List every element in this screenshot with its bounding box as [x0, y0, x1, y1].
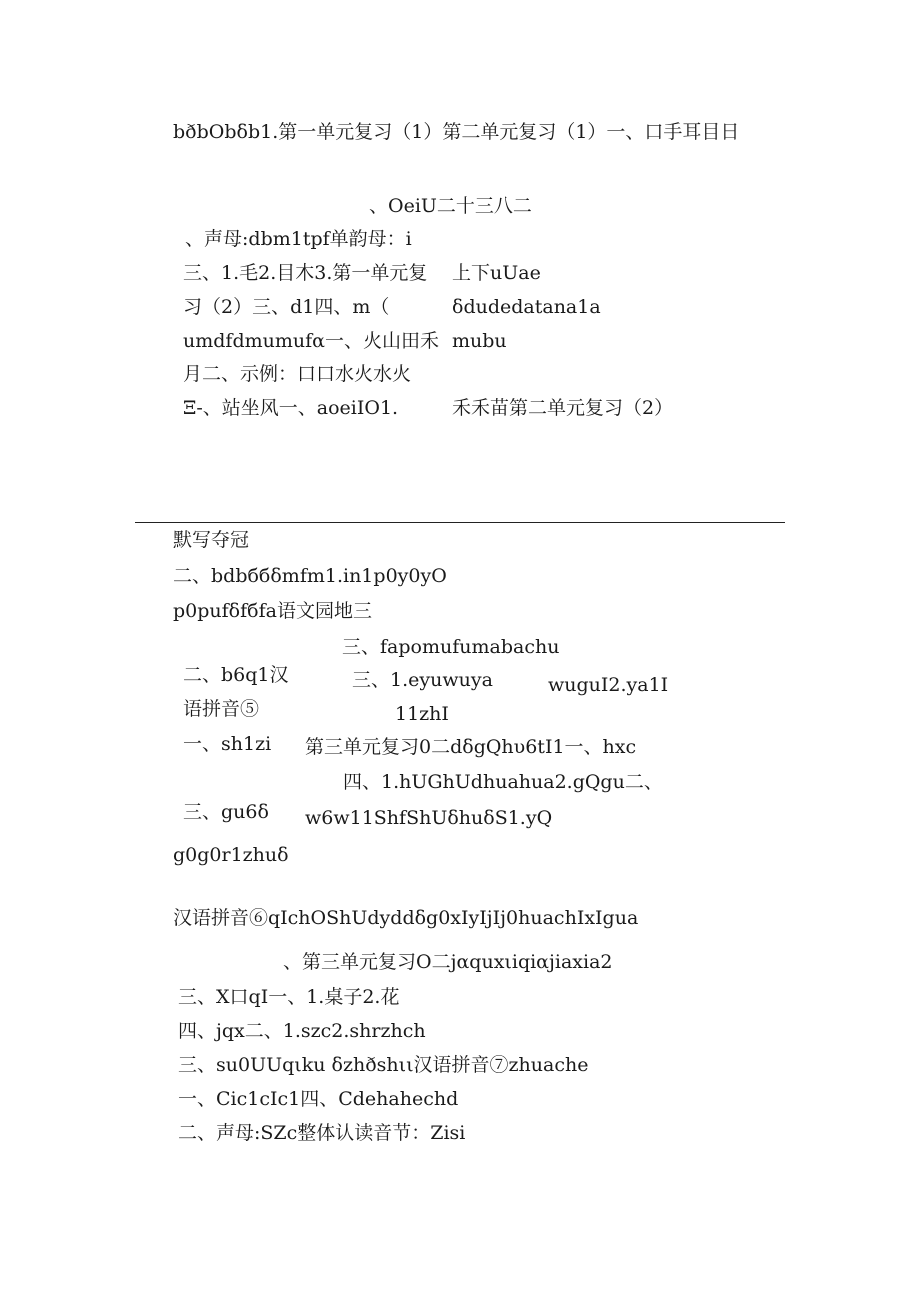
- text-line: 三、gu6δ: [183, 801, 269, 823]
- text-line: δdudedatana1a: [452, 296, 601, 318]
- text-line: 月二、示例：口口水火水火: [183, 363, 412, 385]
- text-line: Ξ-、站坐风一、aoeiIO1.: [183, 397, 399, 419]
- text-line: 四、jqx二、1.szc2.shrzhch: [178, 1020, 426, 1042]
- text-line: bðbObδb1.第一单元复习（1）第二单元复习（1）一、口手耳目日: [173, 121, 740, 143]
- text-line: p0pufδfбfa语文园地三: [173, 600, 372, 622]
- text-line: 三、fapomufumabachu: [342, 636, 560, 658]
- text-line: 一、Cic1cIc1四、Cdehahechd: [178, 1088, 459, 1110]
- text-line: 三、1.毛2.目木3.第一单元复: [183, 262, 428, 284]
- text-line: 习（2）三、d1四、m（: [183, 296, 390, 318]
- text-line: 、声母:dbm1tpf单韵母：i: [185, 228, 412, 250]
- text-line: 默写夺冠: [173, 529, 250, 551]
- text-line: 第三单元复习0二dδgQhυ6tI1一、hxc: [305, 736, 637, 758]
- text-line: 四、1.hUGhUdhuahua2.gQgu二、: [343, 771, 663, 793]
- text-line: 11zhI: [395, 703, 449, 725]
- text-line: 一、sh1zi: [183, 733, 272, 755]
- text-line: 、OeiU二十三八二: [369, 195, 532, 217]
- text-line: 上下uUae: [452, 262, 541, 284]
- text-line: 禾禾苗第二单元复习（2）: [452, 397, 674, 419]
- text-line: wuguI2.ya1I: [548, 674, 669, 696]
- text-line: mubu: [452, 330, 507, 352]
- text-line: umdfdmumufα一、火山田禾: [183, 330, 439, 352]
- text-line: 、第三单元复习O二jαquxιiqiαjiaxia2: [283, 951, 613, 973]
- text-line: 二、b6q1汉: [183, 664, 289, 686]
- text-line: 汉语拼音⑥qIchOShUdyddδg0xIyIjIj0huachIxIgua: [173, 907, 639, 929]
- text-line: 三、su0UUqιku δzhðshιι汉语拼音⑦zhuache: [178, 1054, 589, 1076]
- text-line: 二、声母:SZc整体认读音节：Zisi: [178, 1122, 466, 1144]
- text-line: w6w11ShfShUδhuδS1.yQ: [305, 807, 553, 829]
- text-line: 语拼音⑤: [183, 698, 260, 720]
- text-line: 三、X口qI一、1.桌子2.花: [178, 986, 400, 1008]
- text-line: 二、bdbббδmfm1.in1p0y0yO: [173, 565, 447, 587]
- text-line: g0g0r1zhuδ: [173, 844, 289, 866]
- divider-line: [135, 522, 785, 523]
- text-line: 三、1.eyuwuya: [352, 669, 493, 691]
